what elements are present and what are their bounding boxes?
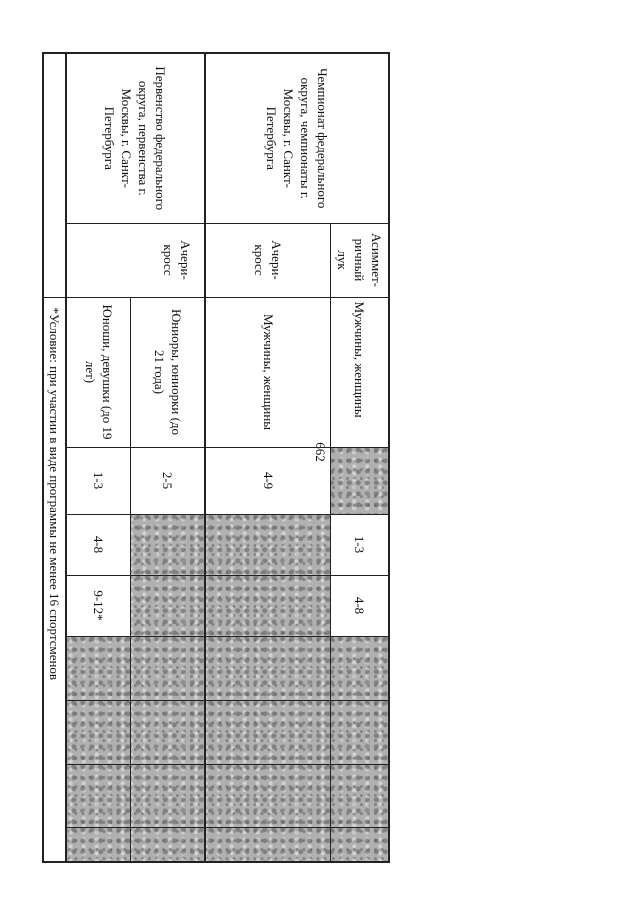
footnote: *Условие: при участии в виде программы не менее 16 спортсменов xyxy=(43,297,66,862)
shaded-cell xyxy=(66,636,131,700)
page-number: 662 xyxy=(313,442,328,462)
range-cell-2d: 9-12* xyxy=(66,575,131,636)
shaded-cell xyxy=(205,636,331,700)
range-cell-2a: 2-5 xyxy=(131,447,205,514)
value-cell-1b: 4-8 xyxy=(331,575,389,636)
shaded-cell xyxy=(66,700,131,764)
shaded-cell xyxy=(331,827,389,862)
range-cell-2b: 1-3 xyxy=(66,447,131,514)
shaded-cell xyxy=(331,764,389,827)
shaded-cell xyxy=(331,447,389,514)
range-cell-1: 4-9 xyxy=(205,447,331,514)
shaded-cell xyxy=(66,764,131,827)
shaded-cell xyxy=(205,764,331,827)
shaded-cell xyxy=(66,827,131,862)
group-cell-2a: Юниоры, юниорки (до 21 года) xyxy=(131,297,205,447)
range-cell-2c: 4-8 xyxy=(66,514,131,575)
shaded-cell xyxy=(131,514,205,575)
shaded-cell xyxy=(205,514,331,575)
shaded-cell xyxy=(131,575,205,636)
shaded-cell xyxy=(331,700,389,764)
rotated-table-container xyxy=(47,52,390,861)
shaded-cell xyxy=(131,764,205,827)
bow-cell-1b: Ачери-кросс xyxy=(205,223,331,297)
bow-cell-2: Ачери-кросс xyxy=(66,223,205,297)
group-cell-1b: Мужчины, женщины xyxy=(205,297,331,447)
rank-table xyxy=(42,52,390,863)
bow-cell-1a: Асиммет-ричный лук xyxy=(331,223,389,297)
shaded-cell xyxy=(205,700,331,764)
shaded-cell xyxy=(131,700,205,764)
group-cell-1a: Мужчины, женщины xyxy=(331,297,389,447)
shaded-cell xyxy=(131,827,205,862)
shaded-cell xyxy=(205,827,331,862)
shaded-cell xyxy=(331,636,389,700)
shaded-cell xyxy=(131,636,205,700)
shaded-cell xyxy=(205,575,331,636)
group-cell-2b: Юноши, девушки (до 19 лет) xyxy=(66,297,131,447)
value-cell-1a: 1-3 xyxy=(331,514,389,575)
competition-cell-1: Чемпионат федерального округа, чемпионаты г. Москвы, г. Санкт-Петербурга xyxy=(205,53,389,223)
competition-cell-2: Первенство федерального округа, первенства г. Москвы, г. Санкт-Петербурга xyxy=(66,53,205,223)
